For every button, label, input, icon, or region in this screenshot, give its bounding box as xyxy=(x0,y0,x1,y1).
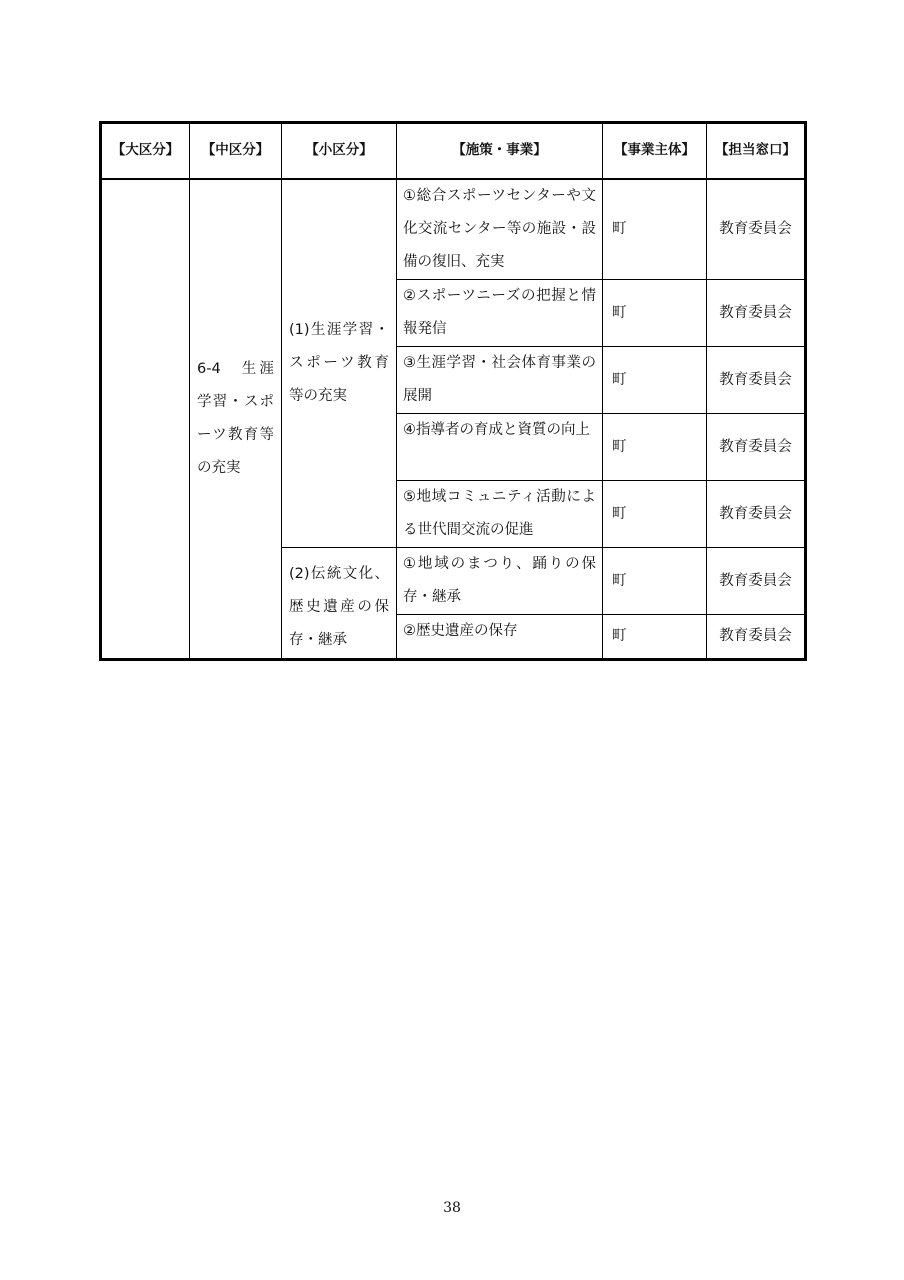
header-contact: 【担当窓口】 xyxy=(707,123,806,180)
contact-cell: 教育委員会 xyxy=(707,179,806,280)
header-middle: 【中区分】 xyxy=(190,123,282,180)
actor-cell: 町 xyxy=(603,179,707,280)
actor-cell: 町 xyxy=(603,615,707,660)
contact-cell: 教育委員会 xyxy=(707,280,806,347)
header-major: 【大区分】 xyxy=(101,123,190,180)
major-category-cell xyxy=(101,179,190,660)
actor-cell: 町 xyxy=(603,548,707,615)
page-number: 38 xyxy=(443,1200,461,1216)
actor-cell: 町 xyxy=(603,414,707,481)
middle-category-cell: 6-4 生涯学習・スポーツ教育等の充実 xyxy=(190,179,282,660)
actor-cell: 町 xyxy=(603,347,707,414)
contact-cell: 教育委員会 xyxy=(707,347,806,414)
header-actor: 【事業主体】 xyxy=(603,123,707,180)
contact-cell: 教育委員会 xyxy=(707,481,806,548)
actor-cell: 町 xyxy=(603,481,707,548)
measure-cell: ②スポーツニーズの把握と情報発信 xyxy=(397,280,603,347)
measure-cell: ④指導者の育成と資質の向上 xyxy=(397,414,603,481)
header-row xyxy=(101,123,806,180)
contact-cell: 教育委員会 xyxy=(707,615,806,660)
measure-cell: ③生涯学習・社会体育事業の展開 xyxy=(397,347,603,414)
header-measure: 【施策・事業】 xyxy=(397,123,603,180)
measure-cell: ①地域のまつり、踊りの保存・継承 xyxy=(397,548,603,615)
policy-table xyxy=(99,121,807,661)
measure-cell: ⑤地域コミュニティ活動による世代間交流の促進 xyxy=(397,481,603,548)
measure-cell: ②歴史遺産の保存 xyxy=(397,615,603,660)
table-row xyxy=(101,179,806,280)
small-category-cell-1: (1)生涯学習・スポーツ教育等の充実 xyxy=(282,179,397,548)
measure-cell: ①総合スポーツセンターや文化交流センター等の施設・設備の復旧、充実 xyxy=(397,179,603,280)
header-small: 【小区分】 xyxy=(282,123,397,180)
small-category-cell-2: (2)伝統文化、歴史遺産の保存・継承 xyxy=(282,548,397,660)
contact-cell: 教育委員会 xyxy=(707,414,806,481)
contact-cell: 教育委員会 xyxy=(707,548,806,615)
actor-cell: 町 xyxy=(603,280,707,347)
